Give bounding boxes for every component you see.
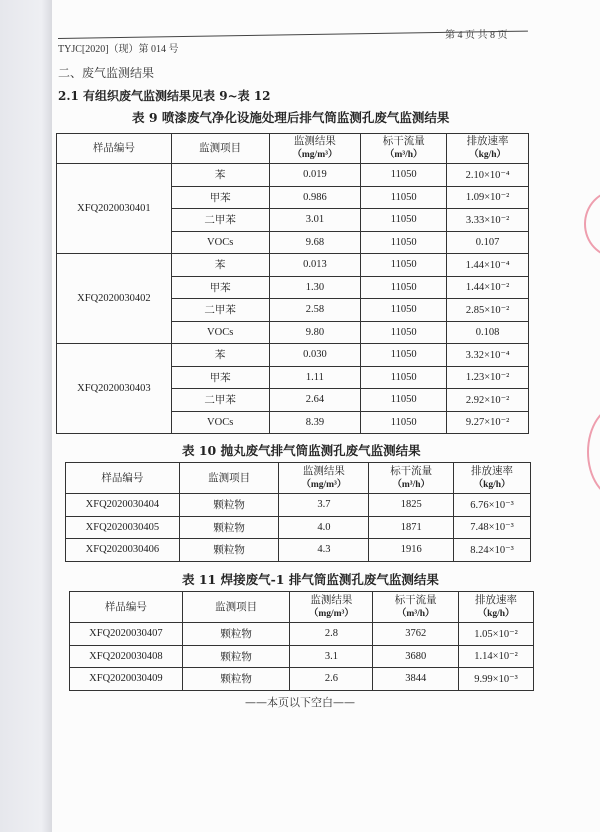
flow-cell: 1871 [369,516,454,539]
result-cell: 2.58 [269,299,361,322]
result-cell: 0.986 [269,186,361,209]
scan-left-margin [0,0,52,832]
item-cell: 甲苯 [171,366,269,389]
item-cell: VOCs [171,231,269,254]
table-row [70,623,534,646]
item-cell: VOCs [171,411,269,434]
result-cell: 1.11 [269,366,361,389]
result-cell: 2.6 [290,668,373,691]
item-cell: 二甲苯 [171,209,269,232]
rate-cell: 9.27×10⁻² [447,411,529,434]
item-cell: 苯 [171,254,269,277]
sample-id-cell: XFQ2020030408 [70,645,183,668]
table9-header-row [57,134,529,164]
table-row [57,254,529,277]
item-cell: 二甲苯 [171,299,269,322]
table-row [70,668,534,691]
result-cell: 3.7 [279,494,369,517]
col-result: 监测结果 （mg/m³） [269,134,361,164]
table-row [57,344,529,367]
flow-cell: 1825 [369,494,454,517]
rate-cell: 1.44×10⁻⁴ [447,254,529,277]
item-cell: 苯 [171,344,269,367]
flow-cell: 11050 [361,209,447,232]
col-flow: 标干流量 （m³/h） [373,592,459,623]
item-cell: 甲苯 [171,276,269,299]
col-item: 监测项目 [179,463,279,494]
flow-cell: 11050 [361,164,447,187]
col-flow: 标干流量 （m³/h） [361,134,447,164]
result-cell: 2.8 [290,623,373,646]
report-number: TYJC[2020]（现）第 014 号 [58,44,179,55]
result-cell: 1.30 [269,276,361,299]
result-cell: 2.64 [269,389,361,412]
flow-cell: 11050 [361,344,447,367]
flow-cell: 1916 [369,539,454,562]
rate-cell: 6.76×10⁻³ [454,494,531,517]
rate-cell: 1.05×10⁻² [459,623,534,646]
flow-cell: 3844 [373,668,459,691]
flow-cell: 11050 [361,254,447,277]
table11-header-row [70,592,534,623]
col-rate: 排放速率 （kg/h） [459,592,534,623]
table-row [66,494,531,517]
flow-cell: 11050 [361,321,447,344]
rate-cell: 0.107 [447,231,529,254]
col-item: 监测项目 [182,592,290,623]
rate-cell: 1.44×10⁻² [447,276,529,299]
result-cell: 9.68 [269,231,361,254]
item-cell: 颗粒物 [179,516,279,539]
result-cell: 4.0 [279,516,369,539]
result-cell: 4.3 [279,539,369,562]
col-sample-id: 样品编号 [66,463,180,494]
section-title: 二、废气监测结果 [58,66,155,80]
sample-id-cell: XFQ2020030403 [57,344,172,434]
result-cell: 0.030 [269,344,361,367]
item-cell: 颗粒物 [179,539,279,562]
sample-id-cell: XFQ2020030404 [66,494,180,517]
col-rate: 排放速率 （kg/h） [447,134,529,164]
table-row [70,645,534,668]
blank-below-note: ——本页以下空白—— [245,696,355,709]
item-cell: 二甲苯 [171,389,269,412]
flow-cell: 3762 [373,623,459,646]
table10-caption: 表 10 抛丸废气排气筒监测孔废气监测结果 [182,443,421,458]
item-cell: 颗粒物 [182,668,290,691]
col-sample-id: 样品编号 [57,134,172,164]
result-cell: 3.01 [269,209,361,232]
sample-id-cell: XFQ2020030409 [70,668,183,691]
rate-cell: 1.23×10⁻² [447,366,529,389]
table9 [56,133,529,434]
rate-cell: 9.99×10⁻³ [459,668,534,691]
flow-cell: 11050 [361,299,447,322]
item-cell: 苯 [171,164,269,187]
rate-cell: 0.108 [447,321,529,344]
rate-cell: 2.92×10⁻² [447,389,529,412]
flow-cell: 11050 [361,389,447,412]
rate-cell: 8.24×10⁻³ [454,539,531,562]
col-result: 监测结果 （mg/m³） [290,592,373,623]
table11 [69,591,534,691]
col-sample-id: 样品编号 [70,592,183,623]
flow-cell: 11050 [361,186,447,209]
rate-cell: 3.32×10⁻⁴ [447,344,529,367]
result-cell: 0.013 [269,254,361,277]
table9-caption: 表 9 喷漆废气净化设施处理后排气筒监测孔废气监测结果 [132,110,450,125]
item-cell: 颗粒物 [182,645,290,668]
flow-cell: 3680 [373,645,459,668]
col-item: 监测项目 [171,134,269,164]
rate-cell: 2.10×10⁻⁴ [447,164,529,187]
sample-id-cell: XFQ2020030406 [66,539,180,562]
table11-caption: 表 11 焊接废气-1 排气筒监测孔废气监测结果 [182,572,439,587]
rate-cell: 1.14×10⁻² [459,645,534,668]
item-cell: 颗粒物 [179,494,279,517]
item-cell: VOCs [171,321,269,344]
table10-header-row [66,463,531,494]
table-row [66,516,531,539]
rate-cell: 7.48×10⁻³ [454,516,531,539]
rate-cell: 3.33×10⁻² [447,209,529,232]
item-cell: 甲苯 [171,186,269,209]
rate-cell: 2.85×10⁻² [447,299,529,322]
col-result: 监测结果 （mg/m³） [279,463,369,494]
result-cell: 0.019 [269,164,361,187]
result-cell: 8.39 [269,411,361,434]
item-cell: 颗粒物 [182,623,290,646]
rate-cell: 1.09×10⁻² [447,186,529,209]
col-rate: 排放速率 （kg/h） [454,463,531,494]
result-cell: 3.1 [290,645,373,668]
section-subtitle: 2.1 有组织废气监测结果见表 9~表 12 [58,89,271,103]
table10 [65,462,531,562]
flow-cell: 11050 [361,276,447,299]
flow-cell: 11050 [361,366,447,389]
sample-id-cell: XFQ2020030407 [70,623,183,646]
flow-cell: 11050 [361,231,447,254]
table-row [57,164,529,187]
table-row [66,539,531,562]
sample-id-cell: XFQ2020030401 [57,164,172,254]
sample-id-cell: XFQ2020030402 [57,254,172,344]
flow-cell: 11050 [361,411,447,434]
sample-id-cell: XFQ2020030405 [66,516,180,539]
result-cell: 9.80 [269,321,361,344]
page-number: 第 4 页 共 8 页 [445,30,508,41]
col-flow: 标干流量 （m³/h） [369,463,454,494]
